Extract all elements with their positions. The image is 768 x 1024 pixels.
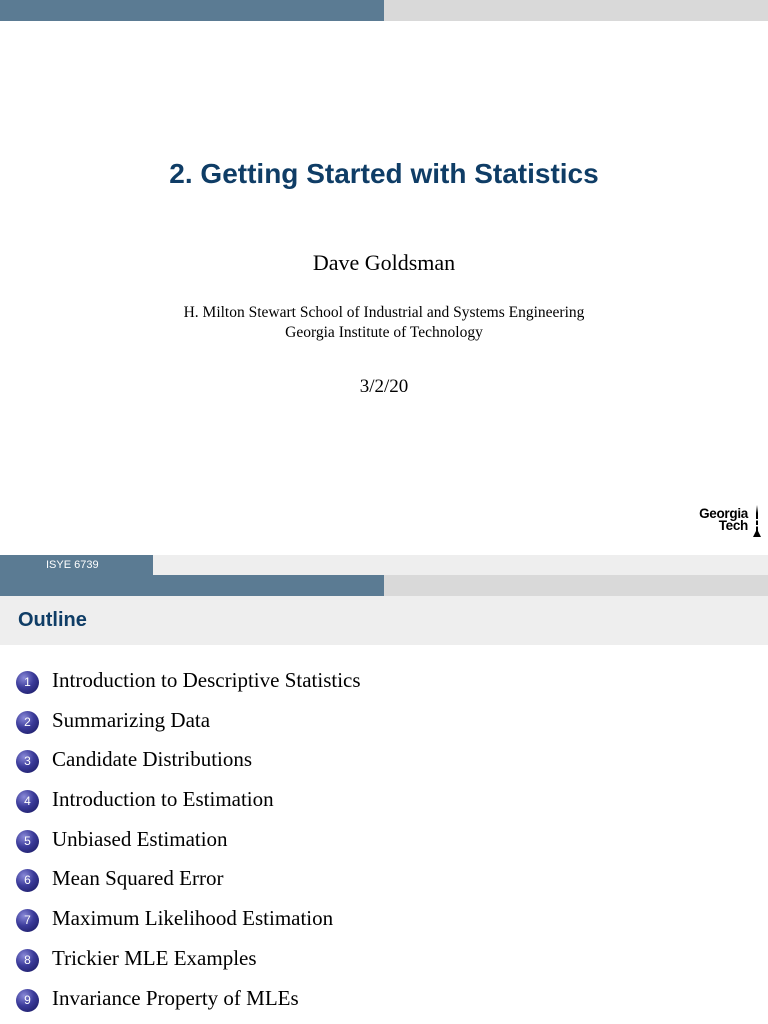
top-progress-bar: [0, 0, 768, 21]
item-number-ball: 3: [16, 750, 39, 773]
item-label: Mean Squared Error: [52, 866, 224, 891]
item-number-ball: 5: [16, 830, 39, 853]
presentation-date: 3/2/20: [359, 376, 409, 397]
georgia-tech-logo: [688, 505, 764, 541]
outline-list: [0, 666, 768, 1023]
list-item[interactable]: [0, 666, 768, 706]
list-item[interactable]: [0, 825, 768, 865]
affiliation-institute: Georgia Institute of Technology: [285, 324, 483, 341]
item-number-ball: 1: [16, 671, 39, 694]
author-name: Dave Goldsman: [312, 250, 456, 275]
list-item[interactable]: [0, 745, 768, 785]
list-item[interactable]: [0, 785, 768, 825]
item-label: Trickier MLE Examples: [52, 945, 257, 970]
item-number-ball: 2: [16, 711, 39, 734]
top-progress-bar: [0, 575, 768, 596]
item-label: Introduction to Estimation: [52, 787, 274, 812]
frame-title-bar: [0, 596, 768, 645]
item-label: Candidate Distributions: [52, 747, 253, 772]
course-code: ISYE 6739: [0, 555, 153, 575]
item-number-ball: 9: [16, 989, 39, 1012]
tower-icon: [752, 505, 762, 537]
list-item[interactable]: [0, 706, 768, 746]
list-item[interactable]: [0, 984, 768, 1024]
item-label: Summarizing Data: [52, 707, 211, 732]
logo-line-1: Georgia: [699, 506, 748, 521]
frame-title: Outline: [18, 609, 87, 631]
logo-line-2: Tech: [718, 518, 748, 533]
affiliation-school: H. Milton Stewart School of Industrial and Systems Engineering: [183, 304, 585, 321]
item-number-ball: 7: [16, 909, 39, 932]
item-number-ball: 8: [16, 949, 39, 972]
list-item[interactable]: [0, 864, 768, 904]
item-label: Introduction to Descriptive Statistics: [52, 668, 361, 692]
footer-bar: [0, 555, 768, 575]
item-number-ball: 4: [16, 790, 39, 813]
presentation-title: 2. Getting Started with Statistics: [169, 158, 599, 189]
outline-slide: [0, 575, 768, 1024]
item-label: Maximum Likelihood Estimation: [52, 906, 334, 931]
list-item[interactable]: [0, 944, 768, 984]
item-label: Invariance Property of MLEs: [52, 985, 299, 1010]
item-number-ball: 6: [16, 869, 39, 892]
list-item[interactable]: [0, 904, 768, 944]
item-label: Unbiased Estimation: [52, 826, 228, 851]
